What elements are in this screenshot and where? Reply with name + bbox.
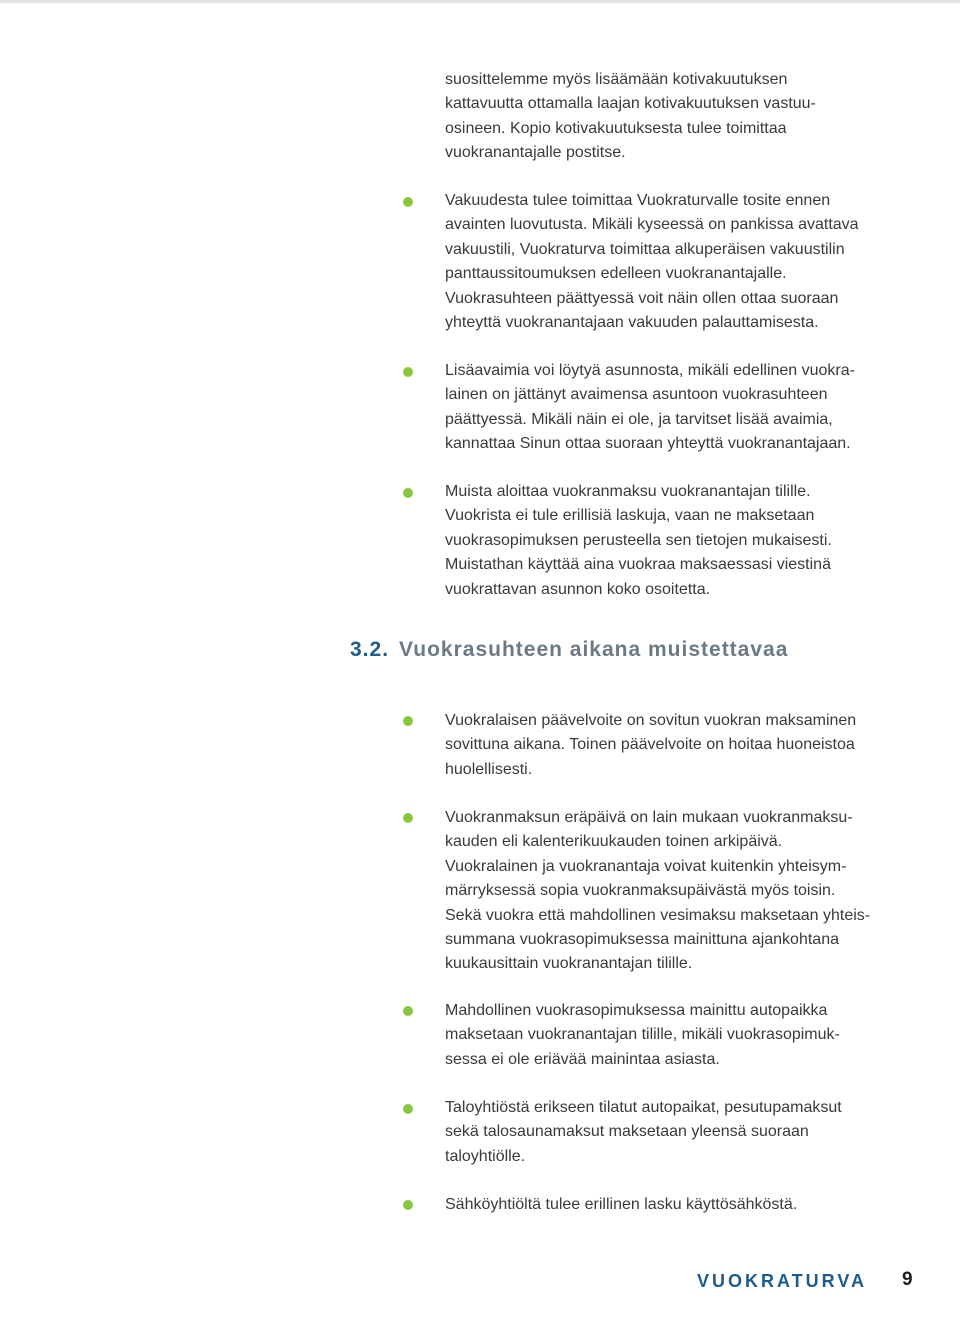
- list-item: Mahdollinen vuokrasopimuksessa mainittu autopaikka maksetaan vuokranantajan tilille, mikäli vuokrasopimuk- sessa ei ole eriävää mainintaa asiasta.: [445, 1002, 840, 1068]
- continuation-paragraph: suosittelemme myös lisäämään kotivakuutuksen kattavuutta ottamalla laajan kotivakuutuksen vastuu- osineen. Kopio kotivakuutuksesta tulee toimittaa vuokranantajalle postitse.: [445, 71, 816, 162]
- list-item: Vakuudesta tulee toimittaa Vuokraturvalle tosite ennen avainten luovutusta. Mikäli kyseessä on pankissa avattava vakuustili, Vuokraturva toimittaa alkuperäisen vakuustilin panttaussitoumuksen edelleen vuokranantajalle. Vuokrasuhteen päättyessä voit näin ollen ottaa suoraan yhteyttä vuokranantajaan vakuuden palauttamisesta.: [445, 192, 859, 332]
- section-heading: [350, 636, 910, 664]
- bullet-dot: [403, 1200, 413, 1210]
- list-item: Vuokralaisen päävelvoite on sovitun vuokran maksaminen sovittuna aikana. Toinen päävelvoite on hoitaa huoneistoa huolellisesti.: [445, 712, 857, 778]
- list-item: Sähköyhtiöltä tulee erillinen lasku käyttösähköstä.: [445, 1196, 798, 1213]
- section-number: 3.2.: [350, 638, 390, 661]
- bullet-dot: [403, 716, 413, 726]
- footer-brand: VUOKRATURVA: [697, 1271, 868, 1291]
- list-item: Vuokranmaksun eräpäivä on lain mukaan vuokranmaksu- kauden eli kalenterikuukauden toinen arkipäivä. Vuokralainen ja vuokranantaja voivat kuitenkin yhteisym- märryksessä sopia vuokranmaksupäivästä myös toisin. Sekä vuokra että mahdollinen vesimaksu maksetaan yhteis- summana vuokrasopimuksessa mainittuna ajankohtana kuukausittain vuokranantajan tilille.: [445, 809, 871, 973]
- bullet-dot: [403, 1104, 413, 1114]
- list-item: Muista aloittaa vuokranmaksu vuokranantajan tilille. Vuokrista ei tule erillisiä laskuja, vaan ne maksetaan vuokrasopimuksen perusteella sen tietojen mukaisesti. Muistathan käyttää aina vuokraa maksaessasi viestinä vuokrattavan asunnon koko osoitetta.: [445, 483, 832, 598]
- section-title: Vuokrasuhteen aikana muistettavaa: [399, 638, 789, 661]
- list-item: Lisäavaimia voi löytyä asunnosta, mikäli edellinen vuokra- lainen on jättänyt avaimensa asuntoon vuokrasuhteen päättyessä. Mikäli näin ei ole, ja tarvitset lisää avaimia, kannattaa Sinun ottaa suoraan yhteyttä vuokranantajaan.: [445, 362, 855, 453]
- page-number: 9: [902, 1269, 913, 1290]
- bullet-dot: [403, 197, 413, 207]
- list-item: Taloyhtiöstä erikseen tilatut autopaikat, pesutupamaksut sekä talosaunamaksut maksetaan yleensä suoraan taloyhtiölle.: [445, 1099, 842, 1165]
- top-border: [0, 0, 960, 3]
- bullet-dot: [403, 1006, 413, 1016]
- bullet-dot: [403, 367, 413, 377]
- bullet-dot: [403, 488, 413, 498]
- bullet-dot: [403, 813, 413, 823]
